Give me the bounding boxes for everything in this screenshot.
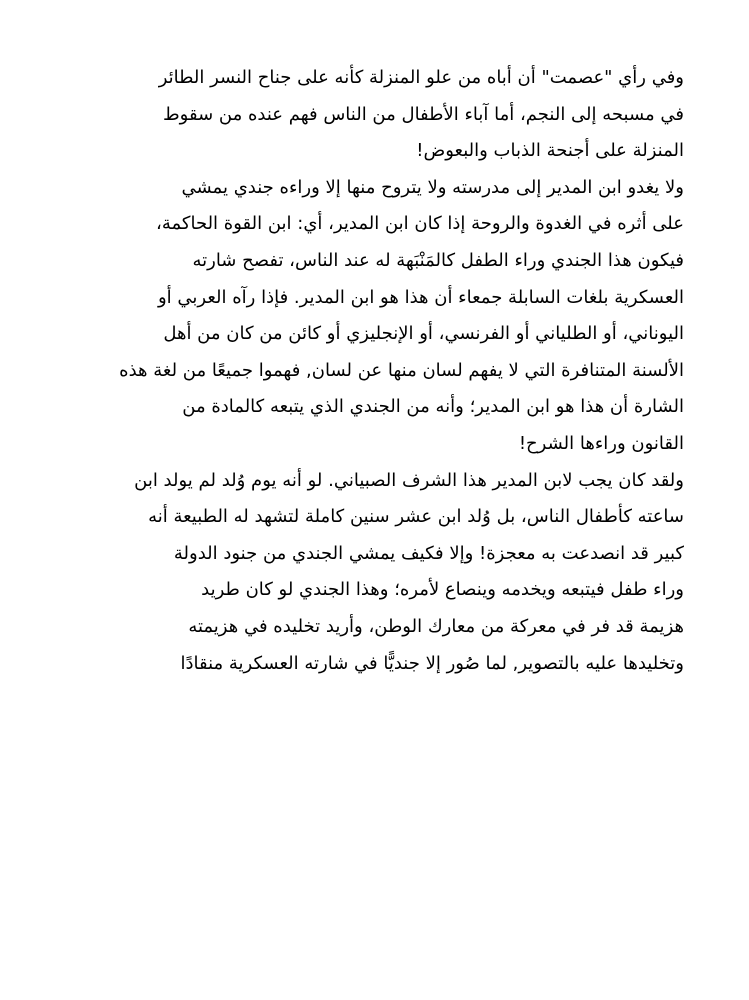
- text-line: وفي رأي "عصمت" أن أباه من علو المنزلة كأنه على جناح النسر الطائر: [158, 67, 684, 88]
- text-line: كبير قد انصدعت به معجزة! وإلا فكيف يمشي الجندي من جنود الدولة: [173, 542, 684, 564]
- text-line: وراء طفل فيتبعه ويخدمه وينصاع لأمره؛ وهذا الجندي لو كان طريد: [201, 579, 684, 601]
- text-line: العسكرية بلغات السابلة جمعاء أن هذا هو ابن المدير. فإذا رآه العربي أو: [157, 286, 684, 308]
- text-line: المنزلة على أجنحة الذباب والبعوض!: [416, 140, 684, 162]
- text-line: ساعته كأطفال الناس، بل وُلد ابن عشر سنين كاملة لتشهد له الطبيعة أنه: [148, 506, 684, 528]
- text-line: الألسنة المتنافرة التي لا يفهم لسان منها عن لسان, فهموا جميعًا من لغة هذه: [119, 359, 684, 381]
- text-line: وتخليدها عليه بالتصوير, لما صُور إلا جنديًّا في شارته العسكرية منقادًا: [180, 652, 684, 674]
- text-line: فيكون هذا الجندي وراء الطفل كالمَنْبَهة له عند الناس، تفصح شارته: [192, 249, 684, 271]
- body-text: [68, 60, 684, 682]
- text-line: هزيمة قد فر في معركة من معارك الوطن، وأريد تخليده في هزيمته: [188, 615, 684, 637]
- text-line: القانون وراءها الشرح!: [518, 432, 684, 454]
- text-line: على أثره في الغدوة والروحة إذا كان ابن المدير، أي: ابن القوة الحاكمة،: [156, 213, 684, 235]
- text-line: ولا يغدو ابن المدير إلى مدرسته ولا يتروح منها إلا وراءه جندي يمشي: [181, 176, 684, 198]
- text-line: اليوناني، أو الطلياني أو الفرنسي، أو الإنجليزي أو كائن من كان من أهل: [163, 323, 684, 345]
- text-line: ولقد كان يجب لابن المدير هذا الشرف الصبياني. لو أنه يوم وُلد لم يولد ابن: [134, 469, 684, 491]
- text-line: في مسبحه إلى النجم، أما آباء الأطفال من الناس فهم عنده من سقوط: [163, 103, 684, 125]
- text-line: الشارة أن هذا هو ابن المدير؛ وأنه من الجندي الذي يتبعه كالمادة من: [182, 396, 684, 418]
